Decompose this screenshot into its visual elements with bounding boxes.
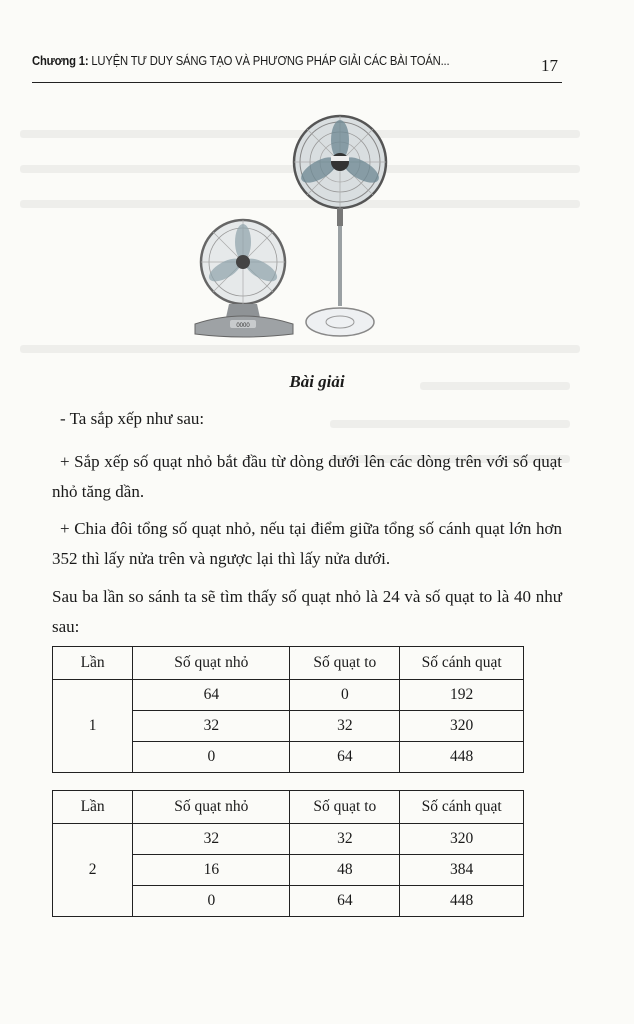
lan-cell: 2 <box>53 824 133 917</box>
header-blade-count: Số cánh quạt <box>400 791 524 824</box>
large-fans-cell: 0 <box>290 680 400 711</box>
blade-count-cell: 384 <box>400 855 524 886</box>
paragraph-2: + Sắp xếp số quạt nhỏ bắt đầu từ dòng dưới lên các dòng trên với số quạt nhỏ tăng dần. <box>52 452 562 501</box>
table-fan-icon <box>195 220 293 337</box>
table-row <box>53 824 524 855</box>
small-fans-cell: 64 <box>133 680 290 711</box>
header-small-fans: Số quạt nhỏ <box>133 647 290 680</box>
page-number: 17 <box>541 56 558 75</box>
header-lan: Lần <box>53 647 133 680</box>
small-fans-cell: 32 <box>133 711 290 742</box>
large-fans-cell: 32 <box>290 711 400 742</box>
lan-cell: 1 <box>53 680 133 773</box>
blade-count-cell: 320 <box>400 824 524 855</box>
blade-count-cell: 448 <box>400 742 524 773</box>
blade-count-cell: 448 <box>400 886 524 917</box>
small-fans-cell: 16 <box>133 855 290 886</box>
stand-fan-icon <box>294 116 386 336</box>
blade-count-cell: 192 <box>400 680 524 711</box>
header-lan: Lần <box>53 791 133 824</box>
solution-title: Bài giải <box>289 372 345 391</box>
table-header-row <box>53 791 524 824</box>
small-fans-cell: 0 <box>133 886 290 917</box>
chapter-heading <box>32 54 449 68</box>
paragraph-4: Sau ba lần so sánh ta sẽ tìm thấy số quạt nhỏ là 24 và số quạt to là 40 như sau: <box>52 587 562 636</box>
fan-buttons: 0000 <box>236 323 250 329</box>
fan-illustration <box>185 112 395 352</box>
large-fans-cell: 64 <box>290 742 400 773</box>
large-fans-cell: 48 <box>290 855 400 886</box>
header-small-fans: Số quạt nhỏ <box>133 791 290 824</box>
chapter-title: LUYỆN TƯ DUY SÁNG TẠO VÀ PHƯƠNG PHÁP GIẢI CÁC BÀI TOÁN... <box>91 54 450 68</box>
table-row <box>53 680 524 711</box>
header-blade-count: Số cánh quạt <box>400 647 524 680</box>
paragraph-3: + Chia đôi tổng số quạt nhỏ, nếu tại điểm giữa tổng số cánh quạt lớn hơn 352 thì lấy nửa trên và ngược lại thì lấy nửa dưới. <box>52 519 562 568</box>
small-fans-cell: 0 <box>133 742 290 773</box>
header-large-fans: Số quạt to <box>290 791 400 824</box>
large-fans-cell: 64 <box>290 886 400 917</box>
comparison-table-1 <box>52 646 524 773</box>
header-large-fans: Số quạt to <box>290 647 400 680</box>
paragraph-1: - Ta sắp xếp như sau: <box>60 409 205 428</box>
comparison-table-2 <box>52 790 524 917</box>
running-header <box>32 52 562 83</box>
blade-count-cell: 320 <box>400 711 524 742</box>
chapter-label: Chương 1: <box>32 54 89 68</box>
table-header-row <box>53 647 524 680</box>
small-fans-cell: 32 <box>133 824 290 855</box>
large-fans-cell: 32 <box>290 824 400 855</box>
